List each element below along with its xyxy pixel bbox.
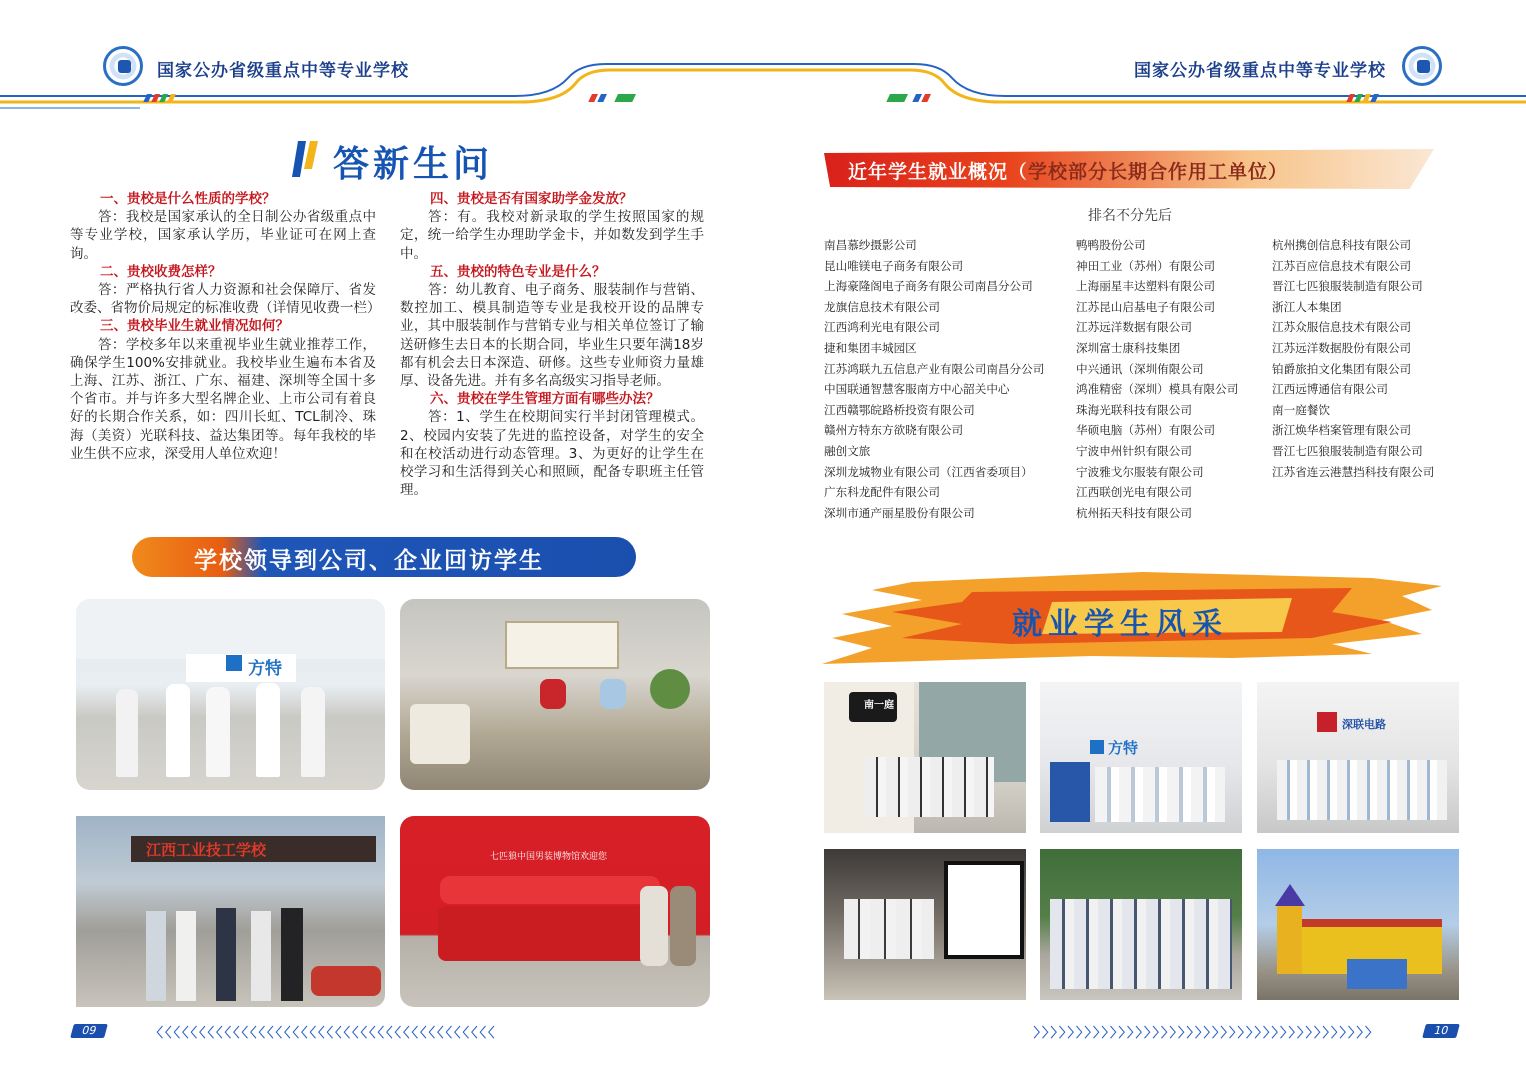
sign-fangte: 方特 bbox=[248, 659, 282, 679]
company-item: 浙江焕华档案管理有限公司 bbox=[1272, 423, 1412, 438]
company-item: 江西鸿利光电有限公司 bbox=[824, 320, 940, 335]
company-item: 南昌慕纱摄影公司 bbox=[824, 238, 917, 252]
company-item: 昆山唯镁电子商务有限公司 bbox=[824, 258, 964, 273]
qa-question: 五、贵校的特色专业是什么？ bbox=[430, 263, 606, 280]
company-list-col3 bbox=[1272, 235, 1434, 482]
company-item: 南一庭餐饮 bbox=[1272, 402, 1330, 417]
photo-meeting-room bbox=[400, 599, 710, 790]
company-item: 捷和集团丰城园区 bbox=[824, 340, 917, 355]
employment-note: 排名不分先后 bbox=[1088, 208, 1172, 224]
company-item: 晋江七匹狼服装制造有限公司 bbox=[1272, 443, 1423, 458]
banner-visits-text: 学校领导到公司、企业回访学生 bbox=[194, 548, 544, 574]
company-item: 铂爵旅拍文化集团有限公司 bbox=[1272, 361, 1412, 376]
company-item: 鸿准精密（深圳）模具有限公司 bbox=[1076, 382, 1239, 397]
qa-answer: 答：我校是国家承认的全日制公办省级重点中等专业学校，国家承认学历，毕业证可在网上查询。 bbox=[70, 209, 376, 262]
school-logo-left bbox=[103, 46, 143, 86]
employment-title bbox=[848, 157, 1288, 184]
company-item: 江苏远洋数据有限公司 bbox=[1076, 320, 1192, 335]
photo-nanyiting-students bbox=[824, 682, 1026, 833]
company-item: 江苏省连云港慧挡科技有限公司 bbox=[1272, 464, 1435, 479]
photo-classroom-students bbox=[824, 849, 1026, 1000]
footer-chevrons-left-icon: 〈〈〈〈〈〈〈〈〈〈〈〈〈〈〈〈〈〈〈〈〈〈〈〈〈〈〈〈〈〈〈〈〈〈〈〈〈〈〈〈 bbox=[150, 1026, 497, 1041]
sign-shenlian: 深联电路 bbox=[1342, 718, 1386, 731]
qa-column-right bbox=[400, 190, 704, 499]
qa-answer: 答：1、学生在校期间实行半封闭管理模式。2、校园内安装了先进的监控设备，对学生的安全和在校活动进行动态管理。3、为更好的让学生在校学习和生活得到关心和照顾，配备专职班主任管理。 bbox=[400, 409, 704, 499]
company-item: 上海豪隆阁电子商务有限公司南昌分公司 bbox=[824, 279, 1033, 294]
section-banner-visits bbox=[132, 537, 636, 577]
sign-fangte-right: 方特 bbox=[1108, 739, 1139, 757]
qa-question: 三、贵校毕业生就业情况如何？ bbox=[100, 318, 289, 335]
company-item: 江苏百应信息技术有限公司 bbox=[1272, 258, 1412, 273]
company-item: 华硕电脑（苏州）有限公司 bbox=[1076, 423, 1216, 438]
photo-school-gate bbox=[76, 816, 385, 1007]
qa-column-left bbox=[70, 190, 381, 463]
company-list-col2 bbox=[1076, 235, 1238, 523]
company-item: 江苏远洋数据股份有限公司 bbox=[1272, 340, 1412, 355]
qa-title-mark-icon bbox=[288, 139, 322, 179]
company-item: 融创文旅 bbox=[824, 443, 871, 458]
company-item: 中国联通智慧客服南方中心韶关中心 bbox=[824, 382, 1010, 397]
company-item: 江西远博通信有限公司 bbox=[1272, 382, 1388, 397]
company-item: 广东科龙配件有限公司 bbox=[824, 485, 940, 500]
qa-question: 四、贵校是否有国家助学金发放？ bbox=[430, 191, 633, 207]
company-item: 鸭鸭股份公司 bbox=[1076, 238, 1146, 252]
qa-title: 答新生问 bbox=[333, 144, 494, 185]
company-item: 杭州携创信息科技有限公司 bbox=[1272, 238, 1412, 252]
company-item: 上海丽星丰达塑料有限公司 bbox=[1076, 279, 1216, 294]
company-item: 赣州方特东方欲晓有限公司 bbox=[824, 423, 964, 438]
qa-question: 六、贵校在学生管理方面有哪些办法？ bbox=[430, 391, 660, 408]
page-number-right: 10 bbox=[1422, 1024, 1460, 1038]
school-logo-right bbox=[1402, 46, 1442, 86]
company-item: 宁波申州针织有限公司 bbox=[1076, 443, 1192, 458]
qa-answer: 答：幼儿教育、电子商务、服装制作与营销、数控加工、模具制造等专业是我校开设的品牌专业，其中服装制作与营销专业与相关单位签订了输送研修生去日本的长期合同，毕业生只要年满18岁都有机会去日本深造、研修。这些专业师资力量雄厚、设备先进。并有多名高级实习指导老师。 bbox=[400, 282, 704, 390]
photo-green-wall-students bbox=[1040, 849, 1242, 1000]
qa-answer: 答：学校多年以来重视毕业生就业推荐工作，确保学生100%安排就业。我校毕业生遍布本省及上海、江苏、浙江、广东、福建、深圳等全国十多个省市。并与许多大型名牌企业、上市公司有着良好的长期合作关系，如：四川长虹、TCL制冷、珠海（美资）光联科技、益达集团等。每年我校的毕业生供不应求，深受用人单位欢迎！ bbox=[70, 336, 376, 462]
company-item: 江西赣鄂皖路桥投资有限公司 bbox=[824, 402, 975, 417]
qa-question: 二、贵校收费怎样？ bbox=[100, 263, 222, 280]
company-item: 中兴通讯（深圳侑限公司 bbox=[1076, 361, 1204, 376]
sign-school: 江西工业技工学校 bbox=[146, 841, 267, 859]
company-item: 龙旗信息技术有限公司 bbox=[824, 299, 940, 314]
company-item: 晋江七匹狼服装制造有限公司 bbox=[1272, 279, 1423, 294]
company-item: 深圳富士康科技集团 bbox=[1076, 340, 1181, 355]
company-item: 江苏众服信息技术有限公司 bbox=[1272, 320, 1412, 335]
company-item: 宁波雅戈尔服装有限公司 bbox=[1076, 464, 1204, 479]
qa-question: 一、贵校是什么性质的学校？ bbox=[100, 191, 276, 207]
qa-answer: 答：严格执行省人力资源和社会保障厅、省发改委、省物价局规定的标准收费（详情见收费一栏） bbox=[70, 282, 381, 317]
company-item: 江西联创光电有限公司 bbox=[1076, 485, 1192, 500]
photo-shenlian-students bbox=[1257, 682, 1459, 833]
company-item: 珠海光联科技有限公司 bbox=[1076, 402, 1192, 417]
photo-kindergarten bbox=[1257, 849, 1459, 1000]
company-list-col1 bbox=[824, 235, 1044, 523]
company-item: 深圳龙城物业有限公司（江西省委项目） bbox=[824, 464, 1033, 479]
header-right-title: 国家公办省级重点中等专业学校 bbox=[1134, 61, 1386, 81]
photo-septwolves-museum bbox=[400, 816, 710, 1007]
company-item: 深圳市通产丽星股份有限公司 bbox=[824, 505, 975, 520]
sign-nanyiting: 南一庭 bbox=[864, 700, 894, 711]
page-number-left: 09 bbox=[70, 1024, 108, 1038]
employment-title-text: 近年学生就业概况（学校部分长期合作用工单位） bbox=[848, 161, 1289, 183]
header-left-title: 国家公办省级重点中等专业学校 bbox=[157, 61, 409, 81]
sign-museum: 七匹狼中国男装博物馆欢迎您 bbox=[490, 852, 608, 862]
company-item: 浙江人本集团 bbox=[1272, 299, 1342, 314]
footer-chevrons-right-icon: 〉〉〉〉〉〉〉〉〉〉〉〉〉〉〉〉〉〉〉〉〉〉〉〉〉〉〉〉〉〉〉〉〉〉〉〉〉〉〉〉 bbox=[1033, 1026, 1380, 1041]
company-item: 神田工业（苏州）有限公司 bbox=[1076, 258, 1216, 273]
company-item: 杭州拓天科技有限公司 bbox=[1076, 505, 1192, 520]
photo-fangte-visit bbox=[76, 599, 385, 790]
photo-fangte-students bbox=[1040, 682, 1242, 833]
qa-answer: 答：有。我校对新录取的学生按照国家的规定，统一给学生办理助学金卡，并如数发到学生手中。 bbox=[400, 209, 704, 262]
company-item: 江苏鸿联九五信息产业有限公司南昌分公司 bbox=[824, 361, 1045, 376]
style-banner-text: 就业学生风采 bbox=[1012, 607, 1228, 642]
company-item: 江苏昆山启基电子有限公司 bbox=[1076, 299, 1216, 314]
